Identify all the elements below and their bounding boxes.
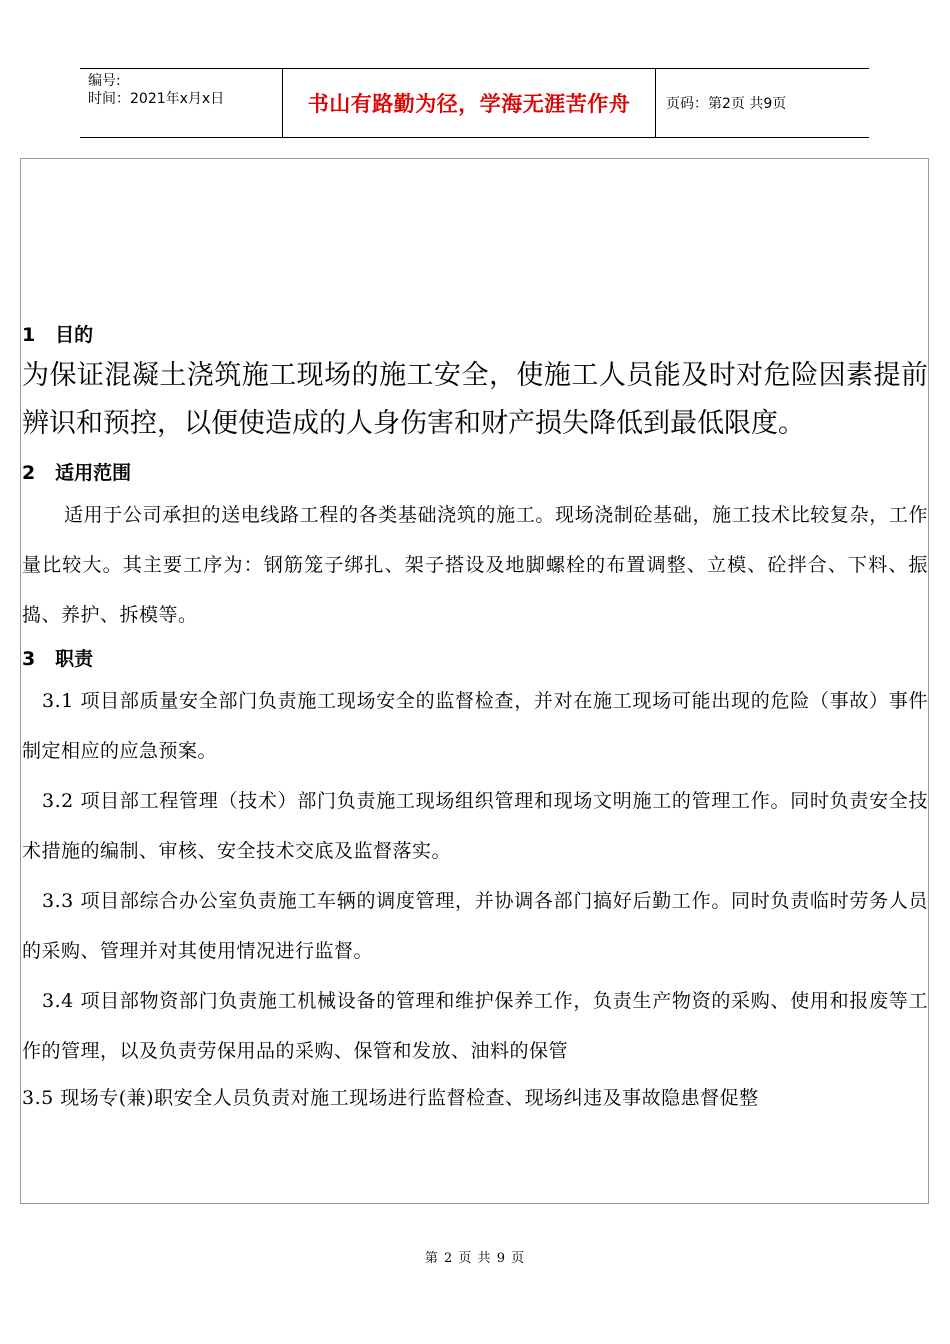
document-number-label: 编号:: [88, 73, 121, 89]
paragraph-3-3: 3.3 项目部综合办公室负责施工车辆的调度管理，并协调各部门搞好后勤工作。同时负责临时劳务人员的采购、管理并对其使用情况进行监督。: [22, 890, 928, 962]
header-meta-cell: [80, 69, 282, 137]
document-time-label: 时间：2021年x月x日: [88, 91, 225, 107]
section-1-body: 为保证混凝土浇筑施工现场的施工安全，使施工人员能及时对危险因素提前辨识和预控，以便使造成的人身伤害和财产损失降低到最低限度。: [22, 360, 928, 439]
header-page-cell: [656, 69, 869, 137]
header-motto: 书山有路勤为径，学海无涯苦作舟: [307, 92, 631, 116]
paragraph-3-1: 3.1 项目部质量安全部门负责施工现场安全的监督检查，并对在施工现场可能出现的危险（事故）事件制定相应的应急预案。: [22, 690, 928, 762]
section-2-body: 适用于公司承担的送电线路工程的各类基础浇筑的施工。现场浇制砼基础，施工技术比较复杂，工作量比较大。其主要工序为：钢筋笼子绑扎、架子搭设及地脚螺栓的布置调整、立模、砼拌合、下料、振捣、养护、拆模等。: [22, 504, 928, 626]
section-2-title: 2 适用范围: [22, 462, 132, 484]
page-footer: 第 2 页 共 9 页: [424, 1251, 526, 1266]
document-header: [80, 68, 869, 138]
header-motto-cell: [282, 69, 656, 137]
header-page-info: 页码：第2页 共9页: [666, 96, 787, 112]
section-1-title: 1 目的: [22, 324, 94, 346]
document-body: [22, 318, 928, 1120]
section-3-title: 3 职责: [22, 648, 94, 670]
paragraph-3-4: 3.4 项目部物资部门负责施工机械设备的管理和维护保养工作，负责生产物资的采购、使用和报废等工作的管理，以及负责劳保用品的采购、保管和发放、油料的保管: [22, 990, 928, 1062]
paragraph-3-5: 3.5 现场专(兼)职安全人员负责对施工现场进行监督检查、现场纠违及事故隐患督促整: [22, 1087, 759, 1109]
paragraph-3-2: 3.2 项目部工程管理（技术）部门负责施工现场组织管理和现场文明施工的管理工作。同时负责安全技术措施的编制、审核、安全技术交底及监督落实。: [22, 790, 928, 862]
